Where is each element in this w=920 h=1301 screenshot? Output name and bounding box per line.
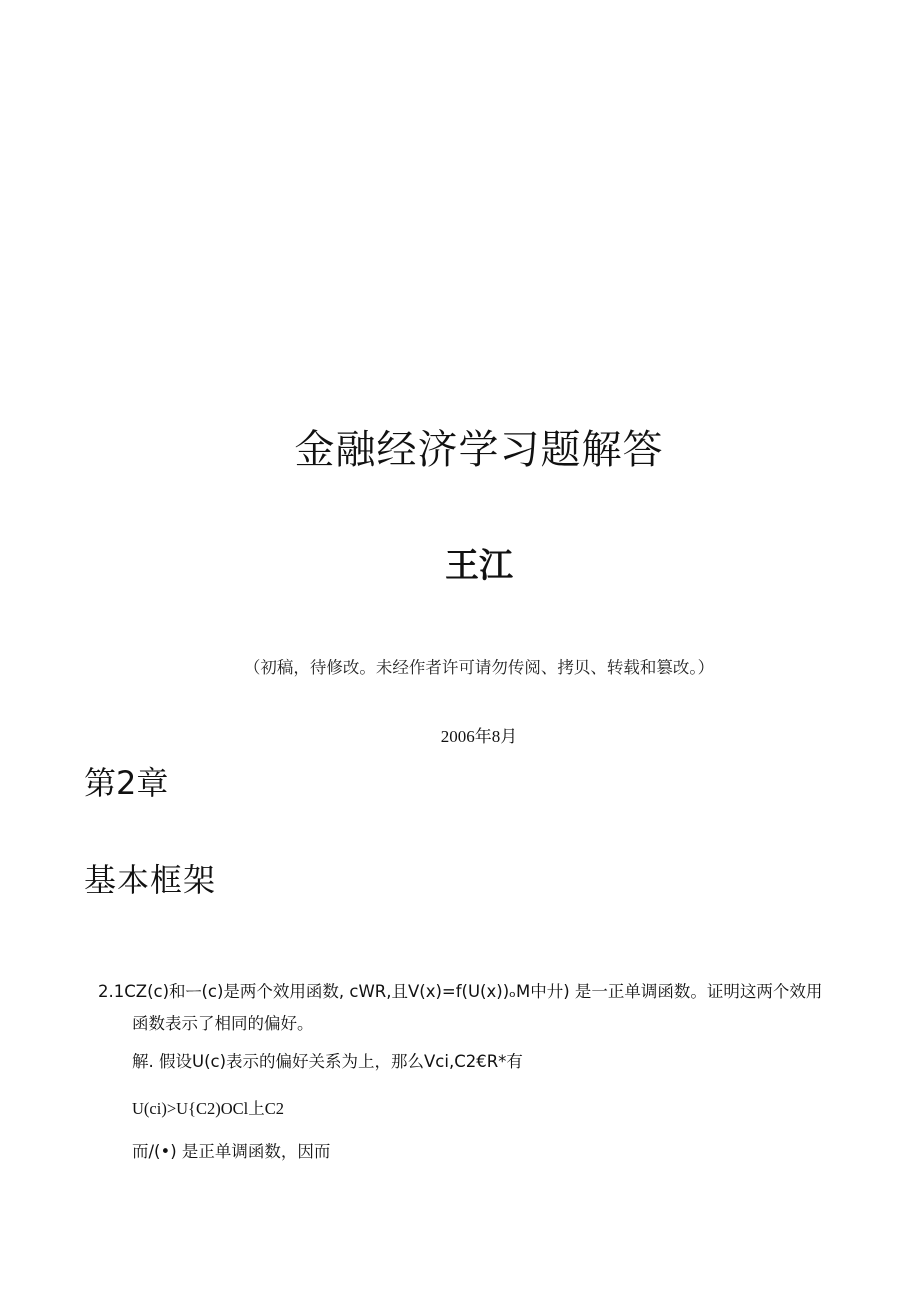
- continuation-line: 而/(•) 是正单调函数，因而: [132, 1142, 331, 1161]
- chapter-heading: 第2章: [84, 764, 169, 802]
- solution-line: 解. 假设U(c)表示的偏好关系为上，那么Vci,C2€R*有: [132, 1052, 523, 1071]
- problem-statement-line-1: 2.1CZ(c)和ᅳ(c)是两个效用函数, cWR,且V(x)=f(U(x))ₒM中廾) 是一正单调函数。证明这两个效用: [98, 982, 823, 1001]
- formula-line: U(ci)>U{C2)OCl上C2: [132, 1099, 284, 1118]
- section-heading: 基本框架: [84, 861, 217, 899]
- author-name: 王江: [445, 546, 513, 586]
- document-title: 金融经济学习题解答: [294, 427, 664, 473]
- document-date: 2006年8月: [440, 727, 518, 746]
- problem-statement-line-2: 函数表示了相同的偏好。: [132, 1014, 314, 1033]
- draft-note: （初稿，待修改。未经作者许可请勿传阅、拷贝、转载和篡改。）: [243, 658, 715, 677]
